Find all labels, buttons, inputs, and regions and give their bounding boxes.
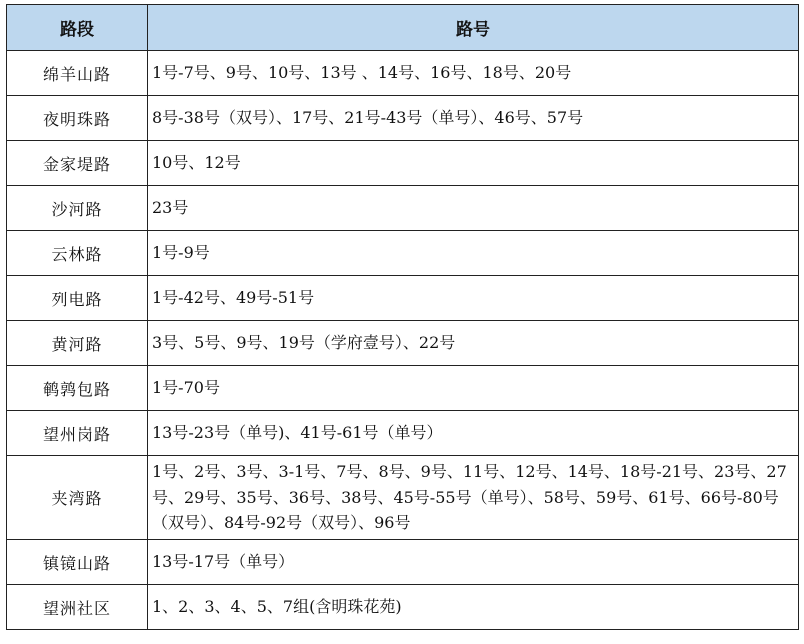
road-numbers-cell: 1号、2号、3号、3-1号、7号、8号、9号、11号、12号、14号、18号-21号、23号、27号、29号、35号、36号、38号、45号-55号（单号）、58号、59号、61号、66号-80号（双号）、84号-92号（双号）、96号	[148, 456, 799, 540]
road-numbers-cell: 13号-17号（单号）	[148, 540, 799, 585]
road-name-cell: 镇镜山路	[7, 540, 148, 585]
table-row	[7, 231, 799, 276]
road-name-cell: 列电路	[7, 276, 148, 321]
road-numbers-cell: 1号-9号	[148, 231, 799, 276]
road-numbers-cell: 8号-38号（双号）、17号、21号-43号（单号）、46号、57号	[148, 96, 799, 141]
road-numbers-cell: 1号-7号、9号、10号、13号 、14号、16号、18号、20号	[148, 51, 799, 96]
road-name-cell: 黄河路	[7, 321, 148, 366]
road-numbers-cell: 1号-42号、49号-51号	[148, 276, 799, 321]
table-row	[7, 96, 799, 141]
table-row	[7, 366, 799, 411]
road-name-cell: 夜明珠路	[7, 96, 148, 141]
road-name-cell: 望洲社区	[7, 585, 148, 630]
road-name-cell: 金家堤路	[7, 141, 148, 186]
table-row	[7, 321, 799, 366]
road-name-cell: 云林路	[7, 231, 148, 276]
table-row	[7, 51, 799, 96]
header-row	[7, 5, 799, 51]
road-name-cell: 夹湾路	[7, 456, 148, 540]
table-row	[7, 585, 799, 630]
table-row	[7, 456, 799, 540]
road-number-table	[6, 4, 799, 630]
road-numbers-cell: 23号	[148, 186, 799, 231]
header-road-number: 路号	[148, 5, 799, 51]
header-road-segment: 路段	[7, 5, 148, 51]
road-name-cell: 望州岗路	[7, 411, 148, 456]
road-numbers-cell: 1、2、3、4、5、7组(含明珠花苑)	[148, 585, 799, 630]
road-numbers-cell: 10号、12号	[148, 141, 799, 186]
table-row	[7, 540, 799, 585]
road-name-cell: 沙河路	[7, 186, 148, 231]
table-row	[7, 276, 799, 321]
table-row	[7, 411, 799, 456]
road-name-cell: 绵羊山路	[7, 51, 148, 96]
table-row	[7, 186, 799, 231]
road-numbers-cell: 3号、5号、9号、19号（学府壹号）、22号	[148, 321, 799, 366]
road-numbers-cell: 1号-70号	[148, 366, 799, 411]
road-numbers-cell: 13号-23号（单号)、41号-61号（单号）	[148, 411, 799, 456]
table-row	[7, 141, 799, 186]
road-name-cell: 鹌鹑包路	[7, 366, 148, 411]
